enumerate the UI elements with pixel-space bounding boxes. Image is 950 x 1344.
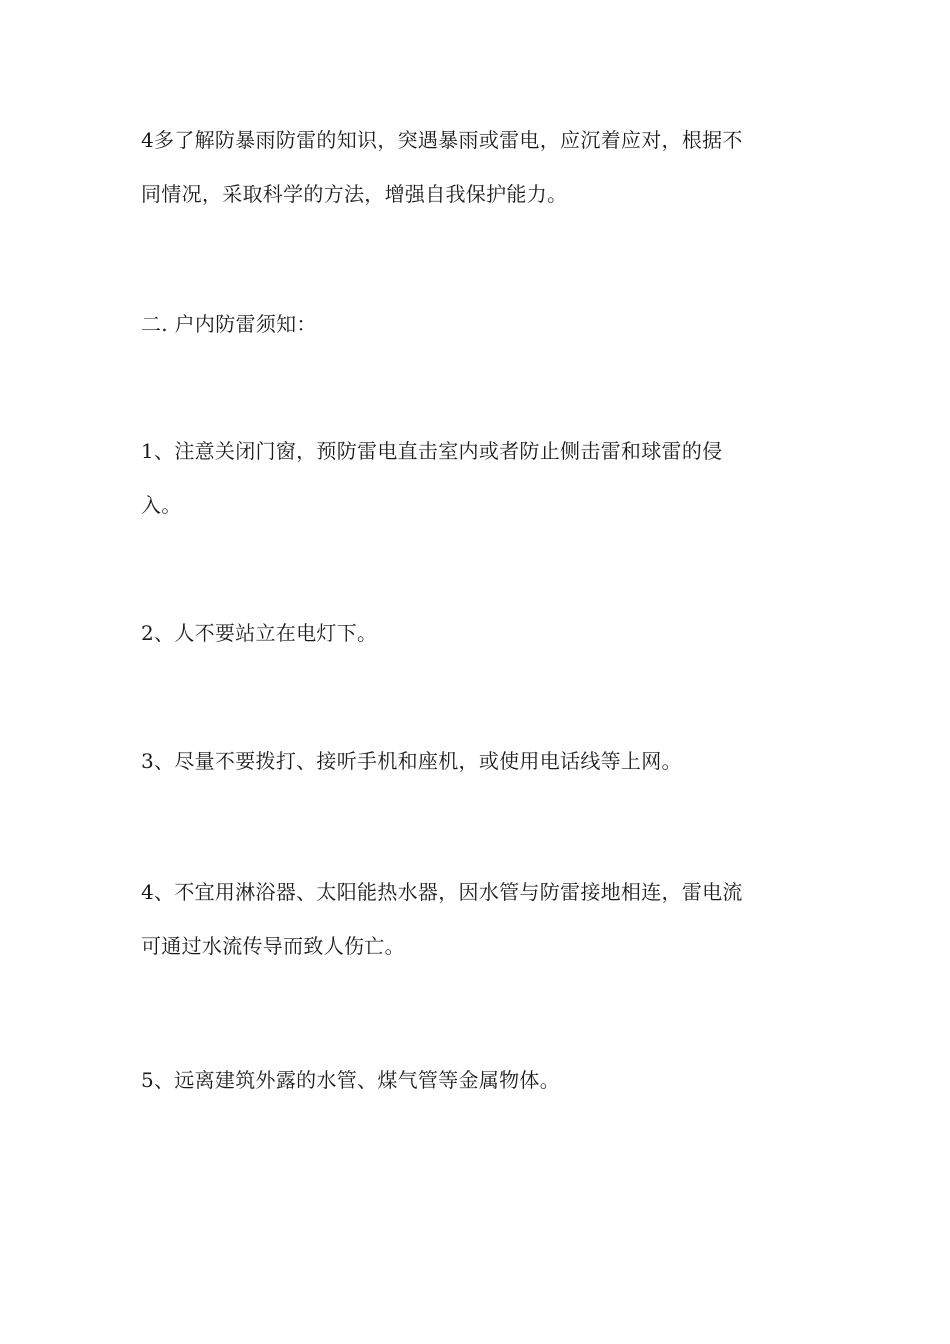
paragraph-line: 3、尽量不要拨打、接听手机和座机，或使用电话线等上网。 bbox=[141, 749, 682, 773]
paragraph-line: 同情况，采取科学的方法，增强自我保护能力。 bbox=[141, 182, 568, 206]
paragraph-line: 4多了解防暴雨防雷的知识，突遇暴雨或雷电，应沉着应对，根据不 bbox=[141, 128, 743, 152]
paragraph-line: 5、远离建筑外露的水管、煤气管等金属物体。 bbox=[141, 1068, 561, 1092]
paragraph-line: 4、不宜用淋浴器、太阳能热水器，因水管与防雷接地相连，雷电流 bbox=[141, 880, 743, 904]
section-heading-indoor bbox=[141, 297, 811, 351]
list-item-2 bbox=[141, 606, 811, 660]
paragraph-line: 入。 bbox=[141, 493, 182, 517]
paragraph-line: 2、人不要站立在电灯下。 bbox=[141, 621, 378, 645]
paragraph-line: 可通过水流传导而致人伤亡。 bbox=[141, 934, 405, 958]
list-item-1 bbox=[141, 424, 811, 532]
heading-text: 二. 户内防雷须知： bbox=[141, 312, 317, 336]
list-item-3 bbox=[141, 734, 811, 788]
list-item-5 bbox=[141, 1053, 811, 1107]
paragraph-tip-4 bbox=[141, 113, 811, 221]
list-item-4 bbox=[141, 865, 811, 973]
paragraph-line: 1、注意关闭门窗，预防雷电直击室内或者防止侧击雷和球雷的侵 bbox=[141, 439, 723, 463]
